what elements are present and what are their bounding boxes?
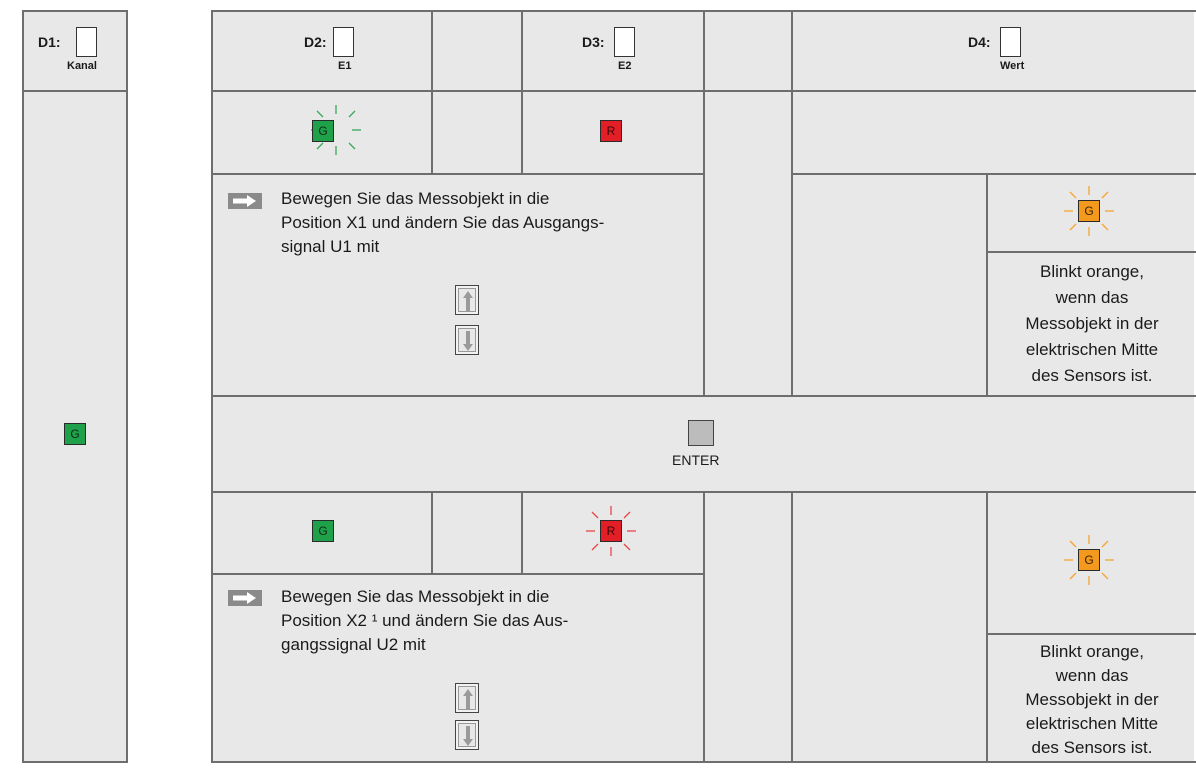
step1-d2-led-green: G <box>312 120 334 142</box>
step1-note-line5: des Sensors ist. <box>1031 366 1153 385</box>
step2-gap2-cell <box>705 493 791 761</box>
step1-down-key[interactable] <box>455 325 479 355</box>
d1-header-label: D1: <box>38 34 61 50</box>
step2-note-line2: wenn das <box>1055 666 1129 685</box>
step2-gap1-cell <box>433 493 521 573</box>
step2-note-line1: Blinkt orange, <box>1040 642 1144 661</box>
d3-header-cell <box>523 12 703 90</box>
step1-note-line4: elektrischen Mitte <box>1025 340 1159 359</box>
d1-header-sub: Kanal <box>67 60 97 72</box>
step2-up-key[interactable] <box>455 683 479 713</box>
d3-header-sub: E2 <box>618 60 632 72</box>
step1-arrow-icon <box>228 193 262 209</box>
step2-instruction-line2: Position X2 ¹ und ändern Sie das Aus- <box>281 611 569 630</box>
step1-gap2-cell <box>705 92 791 395</box>
step1-note-line1: Blinkt orange, <box>1040 262 1144 281</box>
step1-note-line2: wenn das <box>1055 288 1129 307</box>
d4-header-cell <box>793 12 1194 90</box>
step1-instruction-line1: Bewegen Sie das Messobjekt in die <box>281 189 550 208</box>
gap1-header-cell <box>433 12 521 90</box>
d2-indicator-box <box>333 27 354 57</box>
d3-header-label: D3: <box>582 34 605 50</box>
gap2-header-cell <box>705 12 791 90</box>
step2-instruction-line3: gangssignal U2 mit <box>281 635 426 654</box>
step1-d3-led-red: R <box>600 120 622 142</box>
d2-header-label: D2: <box>304 34 327 50</box>
step2-d2-led-green: G <box>312 520 334 542</box>
step2-down-key[interactable] <box>455 720 479 750</box>
step2-instruction-line1: Bewegen Sie das Messobjekt in die <box>281 587 550 606</box>
d1-led-green: G <box>64 423 86 445</box>
step2-d3-led-red: R <box>600 520 622 542</box>
step1-gap1-cell <box>433 92 521 173</box>
step2-d4-led-orange: G <box>1078 549 1100 571</box>
d2-header-cell <box>213 12 431 90</box>
d4-indicator-box <box>1000 27 1021 57</box>
d1-indicator-box <box>76 27 97 57</box>
step2-d4-mid-cell <box>793 493 986 761</box>
d4-header-label: D4: <box>968 34 991 50</box>
step2-note-line3: Messobjekt in der <box>1025 690 1159 709</box>
d1-header-cell <box>24 12 126 90</box>
step2-note-line4: elektrischen Mitte <box>1025 714 1159 733</box>
d3-indicator-box <box>614 27 635 57</box>
step1-instruction-line3: signal U1 mit <box>281 237 380 256</box>
enter-key-label: ENTER <box>672 452 720 468</box>
d4-header-sub: Wert <box>1000 60 1025 72</box>
enter-key-button[interactable] <box>688 420 714 446</box>
step2-note-line5: des Sensors ist. <box>1031 738 1153 757</box>
step1-d4-top-cell <box>793 92 1194 173</box>
step1-instruction-line2: Position X1 und ändern Sie das Ausgangs- <box>281 213 605 232</box>
step1-note-line3: Messobjekt in der <box>1025 314 1159 333</box>
d2-header-sub: E1 <box>338 60 352 72</box>
step1-d4-led-orange: G <box>1078 200 1100 222</box>
step1-d4-mid-cell <box>793 175 986 395</box>
step2-arrow-icon <box>228 590 262 606</box>
step1-up-key[interactable] <box>455 285 479 315</box>
